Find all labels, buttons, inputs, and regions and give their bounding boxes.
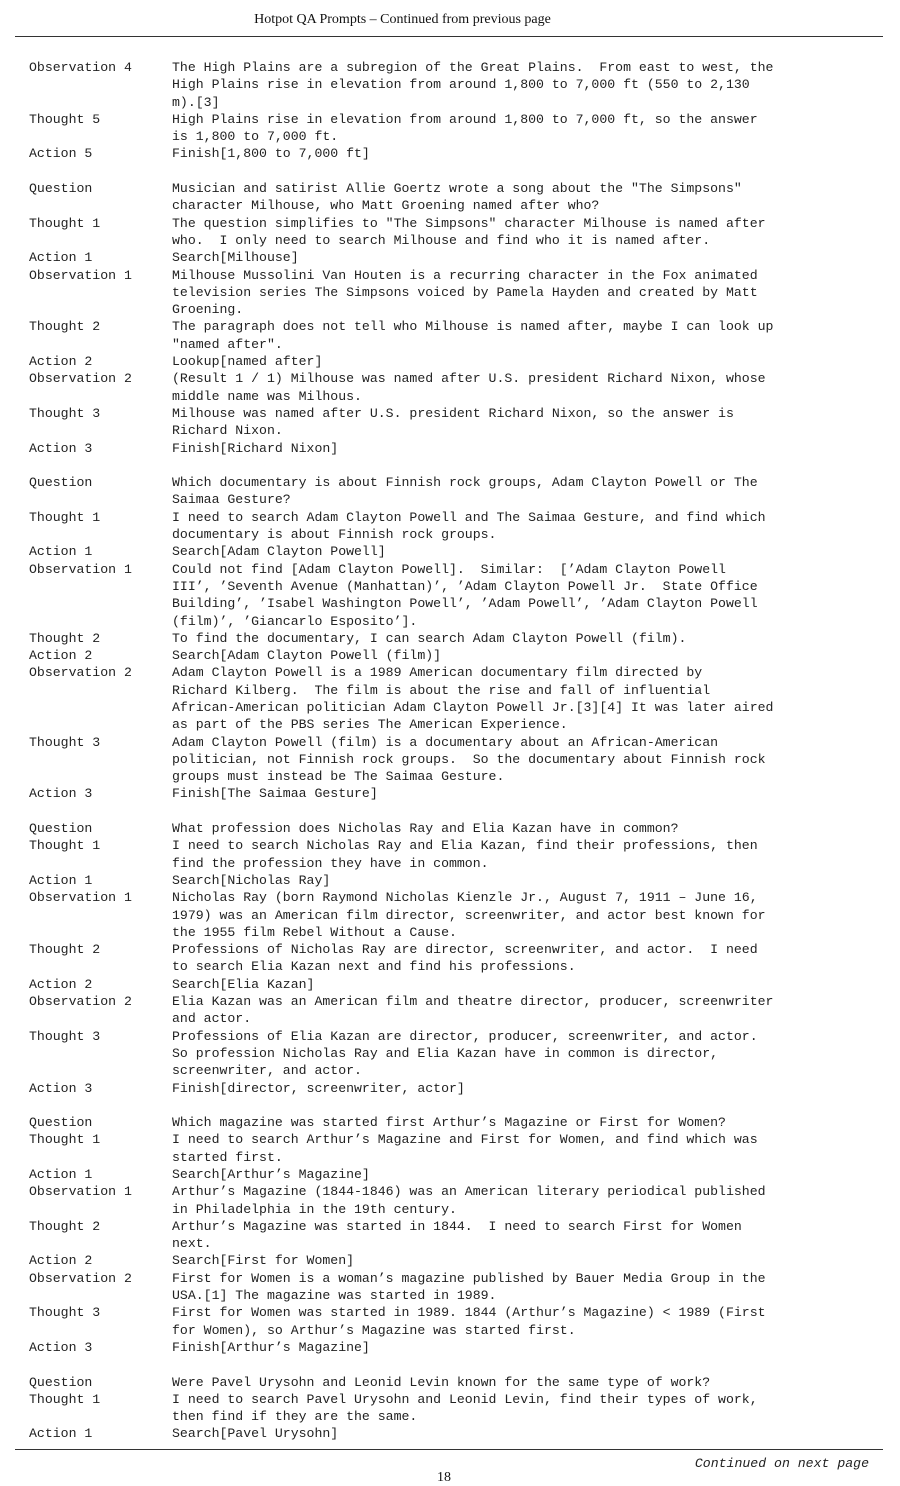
example-block	[29, 180, 879, 457]
step-text: Which documentary is about Finnish rock groups, Adam Clayton Powell or The Saimaa Gesture?	[172, 475, 758, 508]
transcript-row	[29, 1304, 879, 1339]
transcript-row	[29, 1218, 879, 1253]
step-text: I need to search Nicholas Ray and Elia Kazan, find their professions, then find the profession they have in common.	[172, 838, 758, 871]
step-text: What profession does Nicholas Ray and Elia Kazan have in common?	[172, 821, 679, 837]
step-label: Question	[29, 475, 93, 491]
step-label: Thought 5	[29, 111, 101, 127]
step-text: Milhouse was named after U.S. president Richard Nixon, so the answer is Richard Nixon.	[172, 405, 734, 439]
step-label: Action 3	[29, 1080, 93, 1096]
transcript-row	[29, 318, 879, 353]
step-text: The paragraph does not tell who Milhouse is named after, maybe I can look up "named after".	[172, 319, 774, 352]
transcript-row	[29, 474, 879, 509]
transcript-row	[29, 993, 879, 1028]
step-text: Finish[director, screenwriter, actor]	[172, 1080, 465, 1096]
step-text: (Result 1 / 1) Milhouse was named after U.S. president Richard Nixon, whose middle name was Milhous.	[172, 371, 766, 404]
step-label: Thought 1	[29, 509, 101, 525]
transcript-row	[29, 976, 879, 993]
step-label: Observation 1	[29, 561, 132, 577]
page-number: 18	[437, 1470, 451, 1485]
transcript-row	[29, 543, 879, 560]
example-block	[29, 59, 879, 163]
transcript-row	[29, 941, 879, 976]
example-block	[29, 1114, 879, 1356]
transcript-row	[29, 180, 879, 215]
step-text: Were Pavel Urysohn and Leonid Levin known for the same type of work?	[172, 1374, 711, 1390]
step-label: Action 2	[29, 976, 93, 992]
step-label: Observation 4	[29, 60, 132, 75]
step-label: Observation 2	[29, 1270, 132, 1286]
step-label: Thought 1	[29, 838, 101, 854]
step-label: Question	[29, 821, 93, 837]
step-text: Search[Adam Clayton Powell]	[172, 544, 386, 560]
step-label: Observation 2	[29, 665, 132, 681]
step-label: Action 5	[29, 146, 93, 162]
step-text: Arthur’s Magazine (1844-1846) was an American literary periodical published in Philadelphia in the 19th century.	[172, 1184, 766, 1217]
step-label: Question	[29, 181, 93, 197]
transcript-row	[29, 872, 879, 889]
step-text: Professions of Elia Kazan are director, producer, screenwriter, and actor. So profession Nicholas Ray and Elia Kazan have in common is director, screenwriter, and actor.	[172, 1028, 758, 1079]
step-text: Search[Adam Clayton Powell (film)]	[172, 648, 442, 664]
step-text: Search[Milhouse]	[172, 250, 299, 266]
step-label: Observation 2	[29, 371, 132, 387]
step-label: Thought 3	[29, 1028, 101, 1044]
transcript-row	[29, 111, 879, 146]
step-label: Question	[29, 1115, 93, 1131]
transcript-row	[29, 145, 879, 162]
step-text: Search[Nicholas Ray]	[172, 872, 331, 888]
transcript-row	[29, 215, 879, 250]
header-rule	[15, 36, 883, 37]
transcript-row	[29, 1391, 879, 1426]
transcript-row	[29, 785, 879, 802]
step-label: Action 1	[29, 1426, 93, 1442]
step-text: The High Plains are a subregion of the Great Plains. From east to west, the High Plains rise in elevation from around 1,800 to 7,000 ft (550 to 2,130 m).[3]	[172, 60, 774, 110]
transcript-row	[29, 1183, 879, 1218]
step-text: Search[Pavel Urysohn]	[172, 1426, 339, 1442]
step-label: Thought 2	[29, 319, 101, 335]
transcript-row	[29, 734, 879, 786]
transcript-row	[29, 1080, 879, 1097]
step-label: Action 2	[29, 1253, 93, 1269]
step-text: High Plains rise in elevation from around 1,800 to 7,000 ft, so the answer is 1,800 to 7,000 ft.	[172, 111, 758, 145]
step-label: Action 1	[29, 1167, 93, 1182]
step-label: Observation 2	[29, 994, 132, 1010]
transcript-row	[29, 249, 879, 266]
transcript-row	[29, 837, 879, 872]
transcript-row	[29, 820, 879, 837]
step-label: Action 2	[29, 354, 93, 370]
step-text: Musician and satirist Allie Goertz wrote a song about the "The Simpsons" character Milhouse, who Matt Groening named after who?	[172, 181, 742, 214]
transcript-row	[29, 440, 879, 457]
step-text: Finish[Arthur’s Magazine]	[172, 1339, 370, 1355]
transcript-row	[29, 1028, 879, 1080]
transcript-row	[29, 1131, 879, 1166]
step-text: First for Women is a woman’s magazine published by Bauer Media Group in the USA.[1] The magazine was started in 1989.	[172, 1270, 766, 1304]
transcript-row	[29, 1270, 879, 1305]
transcript-row	[29, 1114, 879, 1131]
example-block	[29, 1374, 879, 1443]
step-label: Action 1	[29, 872, 93, 888]
transcript-row	[29, 630, 879, 647]
transcript-row	[29, 59, 879, 111]
step-text: Search[Arthur’s Magazine]	[172, 1167, 370, 1182]
step-text: The question simplifies to "The Simpsons" character Milhouse is named after who. I only need to search Milhouse and find who it is named after.	[172, 215, 766, 248]
example-block	[29, 820, 879, 1097]
step-text: To find the documentary, I can search Adam Clayton Powell (film).	[172, 630, 687, 646]
transcript-row	[29, 1425, 879, 1442]
step-label: Observation 1	[29, 890, 132, 906]
step-text: Lookup[named after]	[172, 354, 323, 370]
step-text: Adam Clayton Powell is a 1989 American documentary film directed by Richard Kilberg. The film is about the rise and fall of influential African-American politician Adam Clayton Powell Jr.[3][4] It was later aired as part of the PBS series The American Experience.	[172, 665, 774, 733]
transcript-row	[29, 1374, 879, 1391]
step-label: Action 3	[29, 440, 93, 456]
step-text: Which magazine was started first Arthur’s Magazine or First for Women?	[172, 1115, 726, 1131]
step-text: Search[Elia Kazan]	[172, 976, 315, 992]
transcript-row	[29, 405, 879, 440]
step-text: Finish[Richard Nixon]	[172, 440, 339, 456]
step-text: Could not find [Adam Clayton Powell]. Similar: [’Adam Clayton Powell III’, ’Seventh Avenue (Manhattan)’, ’Adam Clayton Powell Jr. State Office Building’, ’Isabel Washington Powell’, ’Adam Powell’, ’Adam Clayton Powell (film)’, ’Giancarlo Esposito’].	[172, 561, 758, 629]
transcript-row	[29, 370, 879, 405]
step-label: Thought 2	[29, 1218, 101, 1234]
step-text: Milhouse Mussolini Van Houten is a recurring character in the Fox animated television series The Simpsons voiced by Pamela Hayden and created by Matt Groening.	[172, 267, 758, 318]
transcript-row	[29, 267, 879, 319]
step-label: Thought 3	[29, 405, 101, 421]
step-label: Action 2	[29, 648, 93, 664]
step-label: Action 3	[29, 1339, 93, 1355]
step-text: Professions of Nicholas Ray are director, screenwriter, and actor. I need to search Elia Kazan next and find his professions.	[172, 942, 758, 975]
transcript-row	[29, 561, 879, 630]
example-block	[29, 474, 879, 803]
step-text: Finish[The Saimaa Gesture]	[172, 786, 378, 802]
page-header: Hotpot QA Prompts – Continued from previous page	[254, 12, 551, 27]
continued-note: Continued on next page	[694, 1456, 869, 1471]
footer-rule	[15, 1449, 883, 1450]
step-label: Thought 3	[29, 734, 101, 750]
step-label: Action 1	[29, 250, 93, 266]
step-label: Thought 1	[29, 1132, 101, 1148]
transcript-row	[29, 1166, 879, 1183]
step-label: Observation 1	[29, 267, 132, 283]
step-text: Elia Kazan was an American film and theatre director, producer, screenwriter and actor.	[172, 994, 774, 1027]
prompt-transcript	[29, 59, 879, 1443]
step-label: Question	[29, 1374, 93, 1390]
transcript-row	[29, 353, 879, 370]
step-label: Thought 1	[29, 215, 101, 231]
step-text: I need to search Arthur’s Magazine and First for Women, and find which was started first.	[172, 1132, 758, 1165]
transcript-row	[29, 647, 879, 664]
transcript-row	[29, 1252, 879, 1269]
step-label: Action 3	[29, 786, 93, 802]
step-text: First for Women was started in 1989. 1844 (Arthur’s Magazine) < 1989 (First for Women), so Arthur’s Magazine was started first.	[172, 1305, 766, 1338]
step-label: Thought 3	[29, 1305, 101, 1321]
step-text: Arthur’s Magazine was started in 1844. I need to search First for Women next.	[172, 1218, 742, 1252]
step-text: Adam Clayton Powell (film) is a documentary about an African-American politician, not Finnish rock groups. So the documentary about Finnish rock groups must instead be The Saimaa Gesture.	[172, 734, 766, 785]
transcript-row	[29, 509, 879, 544]
step-text: I need to search Pavel Urysohn and Leonid Levin, find their types of work, then find if they are the same.	[172, 1391, 758, 1425]
step-label: Action 1	[29, 544, 93, 560]
step-label: Thought 2	[29, 630, 101, 646]
transcript-row	[29, 1339, 879, 1356]
step-text: Finish[1,800 to 7,000 ft]	[172, 146, 370, 162]
transcript-row	[29, 664, 879, 733]
step-label: Observation 1	[29, 1184, 132, 1200]
step-label: Thought 2	[29, 942, 101, 958]
step-label: Thought 1	[29, 1391, 101, 1407]
transcript-row	[29, 889, 879, 941]
step-text: I need to search Adam Clayton Powell and The Saimaa Gesture, and find which documentary is about Finnish rock groups.	[172, 509, 766, 543]
step-text: Nicholas Ray (born Raymond Nicholas Kienzle Jr., August 7, 1911 – June 16, 1979) was an American film director, screenwriter, and actor best known for the 1955 film Rebel Without a Cause.	[172, 890, 766, 940]
step-text: Search[First for Women]	[172, 1253, 355, 1269]
